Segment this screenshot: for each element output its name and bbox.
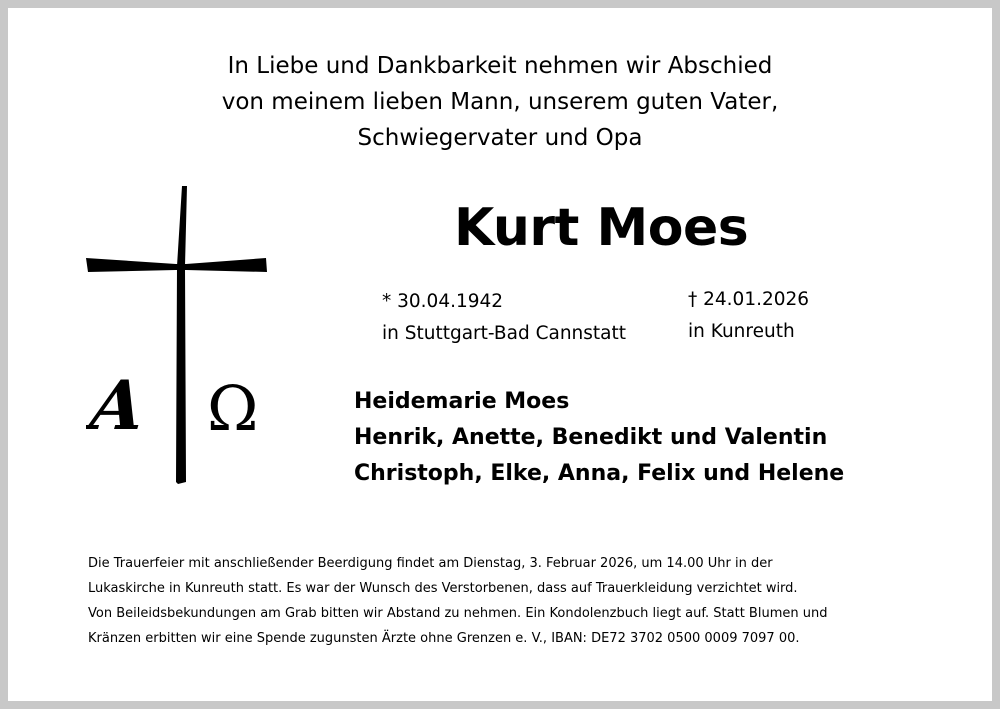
- deceased-name: Kurt Moes: [454, 198, 749, 258]
- notice-line: Kränzen erbitten wir eine Spende zugunsten Ärzte ohne Grenzen e. V., IBAN: DE72 3702 0500 0009 7097 00.: [88, 631, 800, 646]
- birth-info: [382, 286, 626, 350]
- mourner-line: Christoph, Elke, Anna, Felix und Helene: [354, 461, 845, 486]
- cross-alpha-omega-icon: [86, 186, 268, 486]
- notice-line: Lukaskirche in Kunreuth statt. Es war der Wunsch des Verstorbenen, dass auf Trauerkleidung verzichtet wird.: [88, 581, 798, 596]
- mourner-line: Henrik, Anette, Benedikt und Valentin: [354, 425, 828, 450]
- intro-line: In Liebe und Dankbarkeit nehmen wir Abschied: [227, 53, 773, 79]
- notice-line: Die Trauerfeier mit anschließender Beerdigung findet am Dienstag, 3. Februar 2026, um 14.00 Uhr in der: [88, 556, 773, 571]
- death-info: [688, 284, 809, 348]
- intro-line: Schwiegervater und Opa: [357, 125, 643, 151]
- alpha-glyph: A: [86, 366, 148, 446]
- mourners-list: [354, 384, 844, 492]
- notice-line: Von Beileidsbekundungen am Grab bitten wir Abstand zu nehmen. Ein Kondolenzbuch liegt auf. Statt Blumen und: [88, 606, 828, 621]
- cross-horizontal-beam: [86, 258, 267, 272]
- death-place: in Kunreuth: [688, 321, 795, 342]
- mourner-line: Heidemarie Moes: [354, 389, 570, 414]
- birth-place: in Stuttgart-Bad Cannstatt: [382, 323, 627, 344]
- funeral-notice: [88, 551, 827, 651]
- death-date: † 24.01.2026: [688, 289, 810, 310]
- birth-date: * 30.04.1942: [382, 291, 504, 312]
- cross-vertical-beam: [176, 186, 187, 484]
- omega-glyph: Ω: [207, 372, 259, 445]
- intro-line: von meinem lieben Mann, unserem guten Vater,: [221, 89, 779, 115]
- obituary-card: [8, 8, 992, 701]
- intro-text: [8, 48, 992, 156]
